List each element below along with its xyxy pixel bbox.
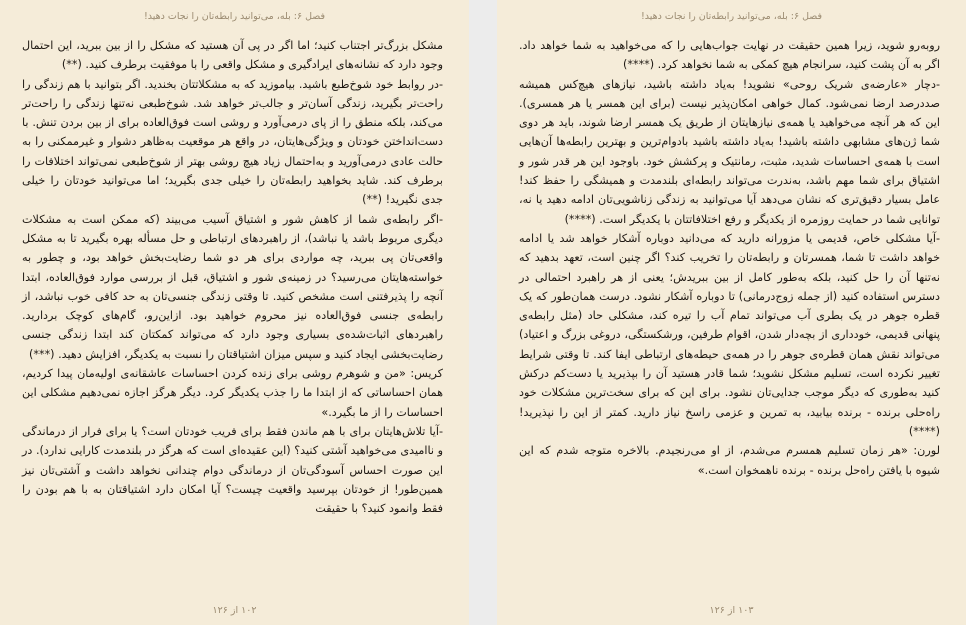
page-body: [22, 36, 443, 518]
paragraph: -در روابط خود شوخ‌طبع باشید. بیاموزید که به مشکلاتتان بخندید. اگر بتوانید با هم زندگی را راحت‌تر بگیرید، زندگی آسان‌تر و جالب‌تر خواهد شد. شوخ‌طبعی نه‌تنها زندگی را راحت‌تر می‌کند، بلکه منطق را از پای درمی‌آورد و روشی است فوق‌العاده برای از بین بردن تنش. با دست‌انداختن خودتان و ویژگی‌هایتان، در واقع هر موقعیت به‌ظاهر دشوار و غیرممکنی را به حالت عادی درمی‌آورید و به‌احتمال زیاد هیچ روشی بهتر از شوخ‌طبعی نمی‌تواند اختلافات را برطرف کند. شاید بخواهید رابطه‌تان را خیلی جدی بگیرید؛ اما می‌توانید خودتان را خیلی جدی نگیرید! (**): [22, 77, 443, 207]
page-body: [519, 36, 940, 480]
paragraph: -آیا مشکلی خاص، قدیمی یا مزورانه دارید که می‌دانید دوباره آشکار خواهد شد یا ادامه خواهد داشت تا شما، همسرتان و رابطه‌تان را تخریب کند؟ اگر چنین است، تعهد بدهید که نه‌تنها آن را حل کنید، بلکه به‌طور کامل از بین ببریدش؛ یعنی از هر راهبرد احتمالی در دسترس استفاده کنید (از جمله زوج‌درمانی) تا دوباره آشکار نشود. درست همان‌طور که یک قطره جوهر در یک بطری آب می‌تواند تمام آب را تیره کند، مشکلی حاد (مثل رابطه‌ی پنهانی قدیمی، خودداری از بچه‌دار شدن، اقوام طرفین، ورشکستگی، دروغی بزرگ و اعتیاد) می‌تواند نقش همان قطره‌ی جوهر را در همه‌ی حیطه‌های ارتباطی ایفا کند. تا وقتی شرایط تغییر نکرده است، تسلیم مشکل نشوید؛ شما قادر هستید آن را بپذیرید یا دست‌کم درکش کنید به‌طوری که دیگر موجب جدایی‌تان نشود. برای این که برای سخت‌ترین مشکلات خود راه‌حلی برنده - برنده بیابید، به تمرین و عزمی راسخ نیاز دارید. کمتر از این را نپذیرید! (****): [519, 231, 940, 438]
paragraph: -دچار «عارضه‌ی شریک روحی» نشوید! به‌یاد داشته باشید، نیازهای هیچ‌کس همیشه صددرصد ارضا نمی‌شود. کمال خواهی امکان‌پذیر نیست (برای این همسر یا هر همسری). این که هر آنچه می‌خواهید یا همه‌ی نیازهایتان از طریق یک همسر ارضا شوند، باید هر دوی شما ژن‌های مشابهی داشته باشید! به‌یاد داشته باشید بادوام‌ترین و بهترین رابطه‌ها آن‌هایی است با همه‌ی احساسات شدید، مثبت، رمانتیک و پرکشش خود. باوجود این هر قدر شور و اشتیاق برای شما مهم باشد، به‌ندرت می‌تواند رابطه‌ای بلندمدت و همیشگی را حفظ کند! عامل بسیار دقیق‌تری که نشان می‌دهد آیا می‌توانید به زندگی زناشویی‌تان ادامه دهید یا نه، توانایی شما در حمایت روزمره از یکدیگر و رفع اختلافاتتان با یکدیگر است. (****): [519, 77, 940, 226]
page-number: ۱۰۲ از ۱۲۶: [212, 605, 257, 616]
page-gutter: [469, 0, 497, 625]
paragraph: -آیا تلاش‌هایتان برای با هم ماندن فقط برای فریب خودتان است؟ یا برای فرار از درماندگی و ناامیدی می‌خواهید آشتی کنید؟ (این عقیده‌ای است که هرگز در بلندمدت کارایی ندارد). در این صورت احساس آسودگی‌تان از درماندگی دوام چندانی نخواهد داشت و آشتی‌تان نیز همین‌طور! از خودتان بپرسید واقعیت چیست؟ آیا امکان دارد اشتیاقتان به با هم بودن را فقط وانمود کنید؟ با حقیقت: [22, 424, 443, 516]
paragraph: روبه‌رو شوید، زیرا همین حقیقت در نهایت جواب‌هایی را که می‌خواهید به شما خواهد داد. اگر به آن پشت کنید، سرانجام هیچ کمکی به شما نخواهد کرد. (****): [519, 39, 940, 72]
running-head: فصل ۶: بله، می‌توانید رابطه‌تان را نجات دهید!: [640, 11, 823, 22]
right-page[interactable]: [497, 0, 966, 625]
paragraph: مشکل بزرگ‌تر اجتناب کنید؛ اما اگر در پی آن هستید که مشکل را از بین ببرید، این احتمال وجود دارد که نشانه‌های ایرادگیری و مشکل واقعی را با موفقیت برطرف کنید. (**): [22, 39, 443, 72]
page-number: ۱۰۳ از ۱۲۶: [709, 605, 754, 616]
running-head: فصل ۶: بله، می‌توانید رابطه‌تان را نجات دهید!: [143, 11, 326, 22]
left-page[interactable]: [0, 0, 469, 625]
paragraph: لورن: «هر زمان تسلیم همسرم می‌شدم، از او می‌رنجیدم. بالاخره متوجه شدم که این شیوه با یافتن راه‌حل برنده - برنده ناهمخوان است.»: [519, 444, 940, 477]
paragraph: کریس: «من و شوهرم روشی برای زنده کردن احساسات عاشقانه‌ی اولیه‌مان پیدا کردیم، همان احساساتی که از ابتدا ما را جذب یکدیگر کرد. دیگر هرگز اجازه نمی‌دهیم مشکلی این احساسات را از ما بگیرد.»: [22, 367, 443, 419]
paragraph: -اگر رابطه‌ی شما از کاهش شور و اشتیاق آسیب می‌بیند (که ممکن است به مشکلات دیگری مربوط باشد یا نباشد)، از راهبردهای ارتباطی و حل مسأله بهره بگیرید تا به مشکل واقعی‌تان پی ببرید، چه مواردی برای هر دو شما رضایت‌بخش خواهد بود، و چطور به خواسته‌هایتان می‌رسید؟ در زمینه‌ی شور و اشتیاق، قبل از بررسی موارد فوق‌العاده، ابتدا آنچه را پذیرفتنی است مشخص کنید. تا وقتی زندگی جنسی‌تان به حد کافی خوب نباشد، از رابطه‌ی جنسی فوق‌العاده نیز محروم خواهید بود. ازاین‌رو، گام‌های کوچک بردارید. راهبردهای اثبات‌شده‌ی بسیاری وجود دارد که می‌تواند کمکتان کند ابتدا زندگی جنسی رضایت‌بخشی ایجاد کنید و سپس میزان اشتیاقتان را نسبت به یکدیگر، افزایش دهید. (***): [22, 212, 443, 361]
